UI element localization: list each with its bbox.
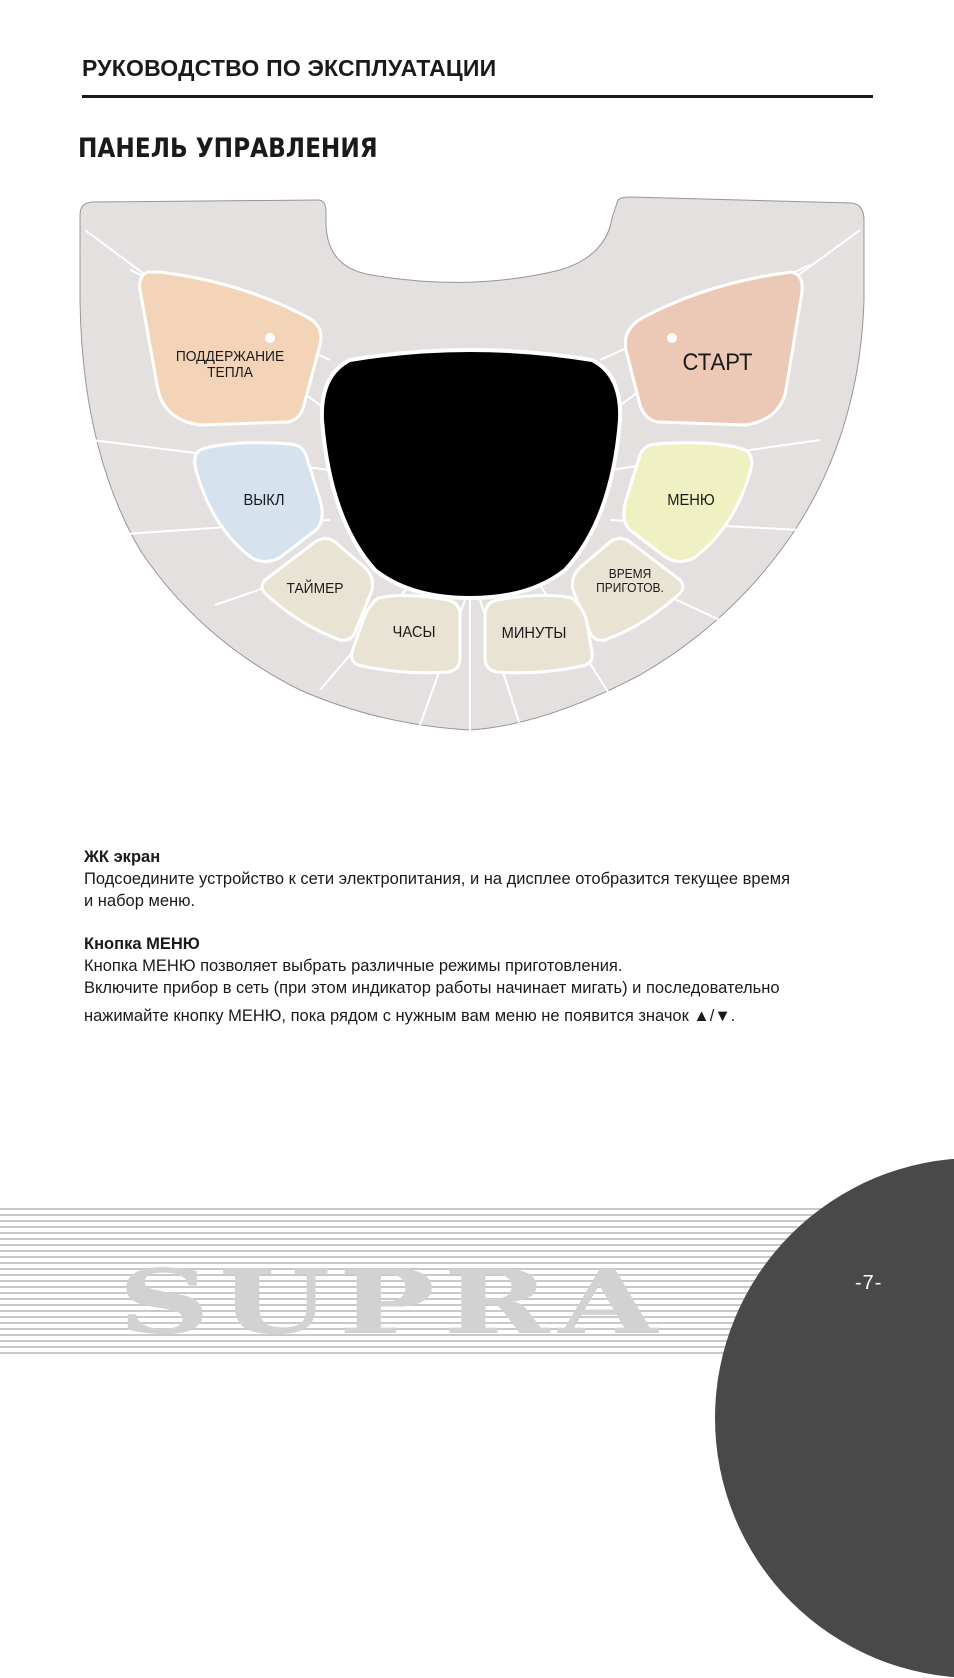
start-indicator xyxy=(667,333,677,343)
lcd-screen xyxy=(322,350,620,598)
hours-label[interactable]: ЧАСЫ xyxy=(392,624,436,641)
start-label[interactable]: СТАРТ xyxy=(682,349,753,376)
cook-time-label-line1: ВРЕМЯ xyxy=(608,566,652,581)
off-label[interactable]: ВЫКЛ xyxy=(243,492,285,509)
menu-text-line2: Включите прибор в сеть (при этом индикатор работы начинает мигать) и последовательно xyxy=(84,979,780,997)
menu-heading: Кнопка МЕНЮ xyxy=(84,935,200,953)
cook-time-label[interactable] xyxy=(593,567,667,594)
keep-warm-label-line1: ПОДДЕРЖАНИЕ xyxy=(175,348,285,365)
page-number: -7- xyxy=(855,1272,883,1294)
keep-warm-label[interactable] xyxy=(175,349,285,381)
menu-label[interactable]: МЕНЮ xyxy=(667,492,715,509)
header-title: РУКОВОДСТВО ПО ЭКСПЛУАТАЦИИ xyxy=(82,55,497,81)
section-title: ПАНЕЛЬ УПРАВЛЕНИЯ xyxy=(78,133,378,164)
menu-text-line1: Кнопка МЕНЮ позволяет выбрать различные режимы приготовления. xyxy=(84,957,623,975)
lcd-text-line1: Подсоедините устройство к сети электропитания, и на дисплее отобразится текущее время xyxy=(84,870,791,888)
keep-warm-indicator xyxy=(265,333,275,343)
lcd-heading: ЖК экран xyxy=(84,848,161,866)
menu-description xyxy=(84,933,780,1027)
keep-warm-label-line2: ТЕПЛА xyxy=(207,363,253,381)
menu-text-line3: нажимайте кнопку МЕНЮ, пока рядом с нужным вам меню не появится значок ▲/▼. xyxy=(84,1007,736,1025)
lcd-text-line2: и набор меню. xyxy=(84,892,196,910)
cook-time-label-line2: ПРИГОТОВ. xyxy=(596,579,664,595)
timer-label[interactable]: ТАЙМЕР xyxy=(286,580,344,597)
lcd-description xyxy=(84,846,790,912)
control-panel-illustration xyxy=(0,0,954,760)
brand-logo: SUPRA xyxy=(118,1250,666,1354)
minutes-label[interactable]: МИНУТЫ xyxy=(501,625,567,642)
